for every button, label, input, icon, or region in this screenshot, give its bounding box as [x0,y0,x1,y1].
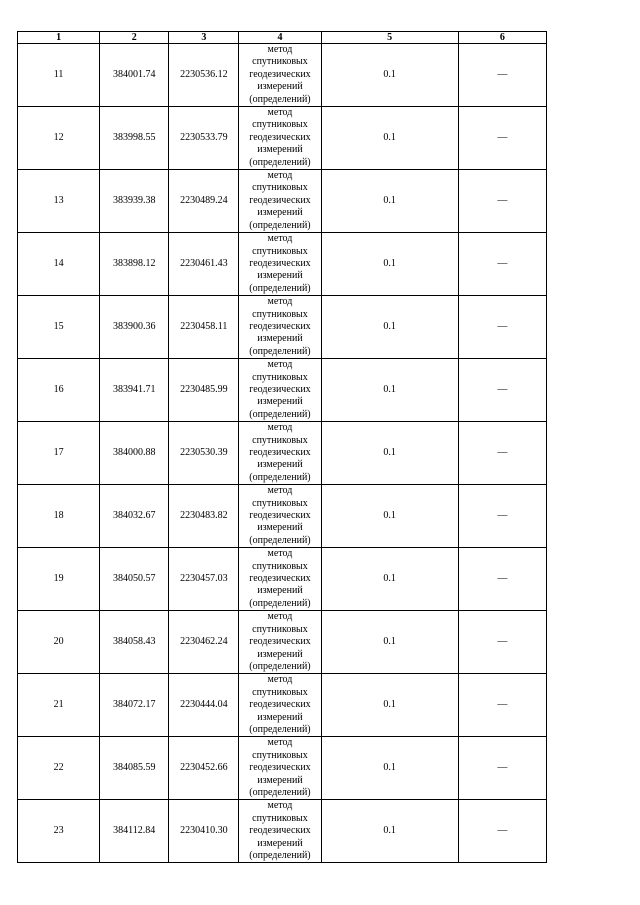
accuracy-cell: 0.1 [321,611,458,674]
point-number-cell: 11 [18,44,100,107]
y-coordinate-cell: 2230489.24 [169,170,239,233]
accuracy-cell: 0.1 [321,44,458,107]
x-coordinate-cell: 384085.59 [100,737,169,800]
note-cell: — [458,170,546,233]
y-coordinate-cell: 2230462.24 [169,611,239,674]
y-coordinate-cell: 2230410.30 [169,800,239,863]
note-cell: — [458,233,546,296]
x-coordinate-cell: 383941.71 [100,359,169,422]
table-row [18,548,547,611]
y-coordinate-cell: 2230452.66 [169,737,239,800]
method-cell: метод спутниковых геодезических измерений (определений) [239,296,321,359]
table-row [18,800,547,863]
x-coordinate-cell: 383898.12 [100,233,169,296]
note-cell: — [458,737,546,800]
table-row [18,107,547,170]
x-coordinate-cell: 384000.88 [100,422,169,485]
x-coordinate-cell: 384072.17 [100,674,169,737]
accuracy-cell: 0.1 [321,233,458,296]
header-col-2: 2 [100,32,169,44]
note-cell: — [458,674,546,737]
point-number-cell: 18 [18,485,100,548]
y-coordinate-cell: 2230530.39 [169,422,239,485]
method-cell: метод спутниковых геодезических измерений (определений) [239,44,321,107]
note-cell: — [458,422,546,485]
accuracy-cell: 0.1 [321,548,458,611]
method-cell: метод спутниковых геодезических измерений (определений) [239,359,321,422]
point-number-cell: 22 [18,737,100,800]
table-row [18,233,547,296]
note-cell: — [458,611,546,674]
header-col-4: 4 [239,32,321,44]
y-coordinate-cell: 2230536.12 [169,44,239,107]
method-cell: метод спутниковых геодезических измерений (определений) [239,485,321,548]
y-coordinate-cell: 2230458.11 [169,296,239,359]
table-body [18,44,547,863]
note-cell: — [458,44,546,107]
note-cell: — [458,296,546,359]
accuracy-cell: 0.1 [321,800,458,863]
y-coordinate-cell: 2230457.03 [169,548,239,611]
accuracy-cell: 0.1 [321,737,458,800]
table-row [18,422,547,485]
table-row [18,737,547,800]
y-coordinate-cell: 2230483.82 [169,485,239,548]
note-cell: — [458,359,546,422]
table-row [18,485,547,548]
table-row [18,170,547,233]
table-row [18,359,547,422]
x-coordinate-cell: 384058.43 [100,611,169,674]
x-coordinate-cell: 384032.67 [100,485,169,548]
table-row [18,296,547,359]
method-cell: метод спутниковых геодезических измерений (определений) [239,422,321,485]
point-number-cell: 23 [18,800,100,863]
x-coordinate-cell: 383900.36 [100,296,169,359]
accuracy-cell: 0.1 [321,422,458,485]
table-row [18,674,547,737]
x-coordinate-cell: 383998.55 [100,107,169,170]
point-number-cell: 17 [18,422,100,485]
table-row [18,611,547,674]
note-cell: — [458,548,546,611]
table-row [18,44,547,107]
note-cell: — [458,800,546,863]
accuracy-cell: 0.1 [321,359,458,422]
method-cell: метод спутниковых геодезических измерений (определений) [239,611,321,674]
y-coordinate-cell: 2230461.43 [169,233,239,296]
y-coordinate-cell: 2230444.04 [169,674,239,737]
x-coordinate-cell: 384001.74 [100,44,169,107]
header-col-1: 1 [18,32,100,44]
point-number-cell: 21 [18,674,100,737]
y-coordinate-cell: 2230533.79 [169,107,239,170]
method-cell: метод спутниковых геодезических измерений (определений) [239,548,321,611]
x-coordinate-cell: 384050.57 [100,548,169,611]
x-coordinate-cell: 383939.38 [100,170,169,233]
method-cell: метод спутниковых геодезических измерений (определений) [239,737,321,800]
point-number-cell: 13 [18,170,100,233]
method-cell: метод спутниковых геодезических измерений (определений) [239,107,321,170]
header-col-5: 5 [321,32,458,44]
method-cell: метод спутниковых геодезических измерений (определений) [239,674,321,737]
x-coordinate-cell: 384112.84 [100,800,169,863]
accuracy-cell: 0.1 [321,170,458,233]
y-coordinate-cell: 2230485.99 [169,359,239,422]
point-number-cell: 14 [18,233,100,296]
note-cell: — [458,485,546,548]
method-cell: метод спутниковых геодезических измерений (определений) [239,170,321,233]
point-number-cell: 20 [18,611,100,674]
point-number-cell: 19 [18,548,100,611]
header-col-6: 6 [458,32,546,44]
accuracy-cell: 0.1 [321,485,458,548]
method-cell: метод спутниковых геодезических измерений (определений) [239,233,321,296]
accuracy-cell: 0.1 [321,107,458,170]
method-cell: метод спутниковых геодезических измерений (определений) [239,800,321,863]
header-col-3: 3 [169,32,239,44]
point-number-cell: 16 [18,359,100,422]
point-number-cell: 15 [18,296,100,359]
accuracy-cell: 0.1 [321,296,458,359]
coordinates-table [17,31,547,863]
header-row [18,32,547,44]
point-number-cell: 12 [18,107,100,170]
note-cell: — [458,107,546,170]
accuracy-cell: 0.1 [321,674,458,737]
